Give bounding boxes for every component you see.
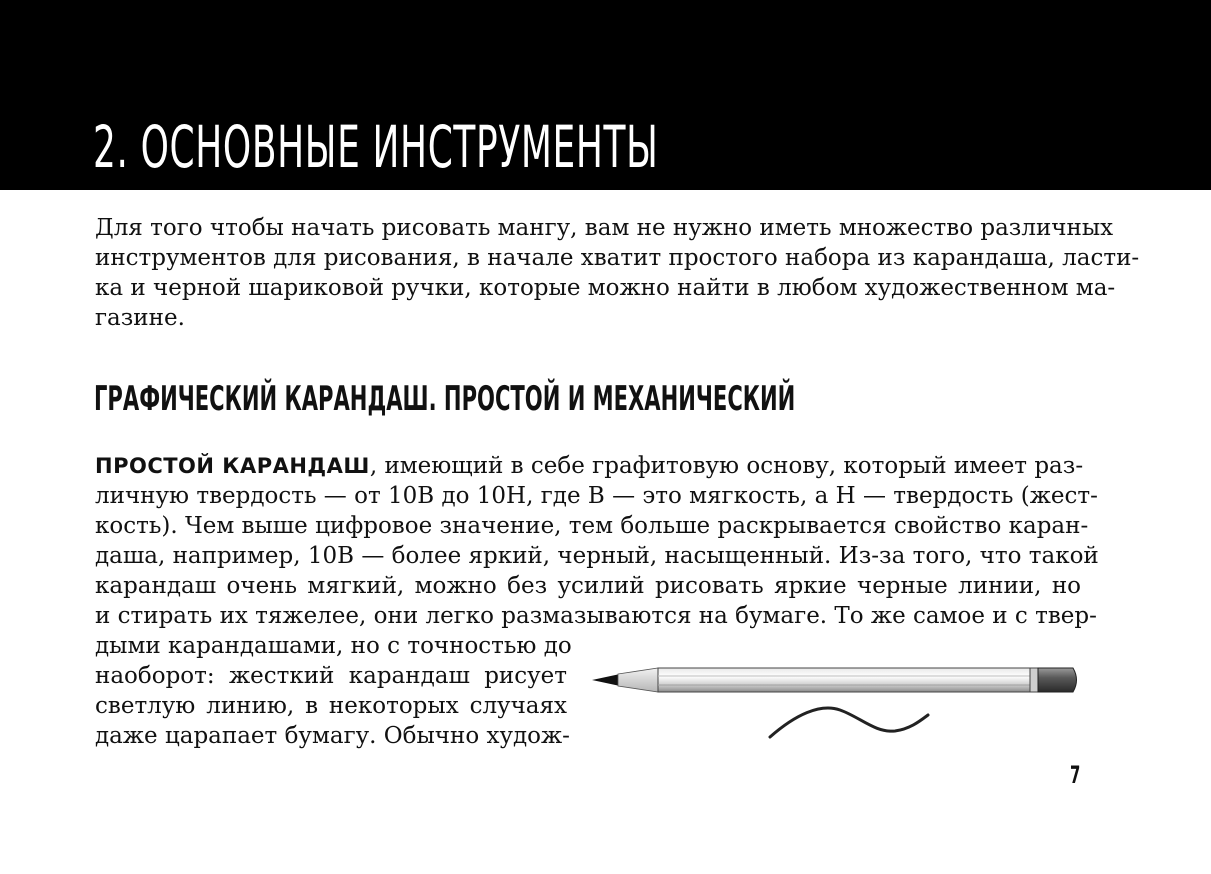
intro-line: инструментов для рисования, в начале хватит простого набора из карандаша, ласти- [95, 245, 1140, 271]
term-simple-pencil: ПРОСТОЙ КАРАНДАШ [95, 454, 370, 478]
pencil-wood [618, 668, 658, 692]
body-line [95, 451, 1084, 481]
intro-line: Для того чтобы начать рисовать мангу, вам не нужно иметь множество различных [95, 215, 1114, 241]
body-line: личную твердость — от 10В до 10Н, где В — это мягкость, а Н — твердость (жест- [95, 483, 1098, 509]
body-line: и стирать их тяжелее, они легко размазываются на бумаге. То же самое и с твер- [95, 603, 1097, 629]
body-line: наоборот: жесткий карандаш рисует [95, 663, 567, 689]
intro-line: ка и черной шариковой ручки, которые можно найти в любом художественном ма- [95, 275, 1116, 301]
chapter-header-band [0, 0, 1211, 190]
body-line: светлую линию, в некоторых случаях [95, 693, 567, 719]
pencil-band [1030, 668, 1038, 692]
pencil-tip [592, 674, 620, 686]
intro-paragraph [95, 213, 1140, 333]
body-line: даже царапает бумагу. Обычно худож- [95, 723, 570, 749]
body-line: даша, например, 10В — более яркий, черный, насыщенный. Из-за того, что такой [95, 543, 1099, 569]
section-heading: ГРАФИЧЕСКИЙ КАРАНДАШ. ПРОСТОЙ И МЕХАНИЧЕСКИЙ [94, 379, 796, 419]
pencil-description-paragraph [95, 451, 1099, 631]
body-line: дыми карандашами, но с точностью до [95, 633, 572, 659]
body-line: карандаш очень мягкий, можно без усилий рисовать яркие черные линии, но [95, 573, 1081, 599]
body-line: кость). Чем выше цифровое значение, тем больше раскрывается свойство каран- [95, 513, 1089, 539]
body-line-rest: , имеющий в себе графитовую основу, который имеет раз- [369, 453, 1084, 479]
page-number: 7 [1070, 761, 1081, 789]
intro-line: газине. [95, 305, 185, 331]
pencil-illustration-icon [590, 655, 1085, 750]
pencil-stroke-icon [770, 708, 928, 737]
chapter-title: 2. ОСНОВНЫЕ ИНСТРУМЕНТЫ [93, 113, 659, 181]
pencil-cap [1038, 668, 1077, 692]
pencil-continuation-paragraph [95, 631, 572, 751]
pencil-body [658, 668, 1038, 692]
